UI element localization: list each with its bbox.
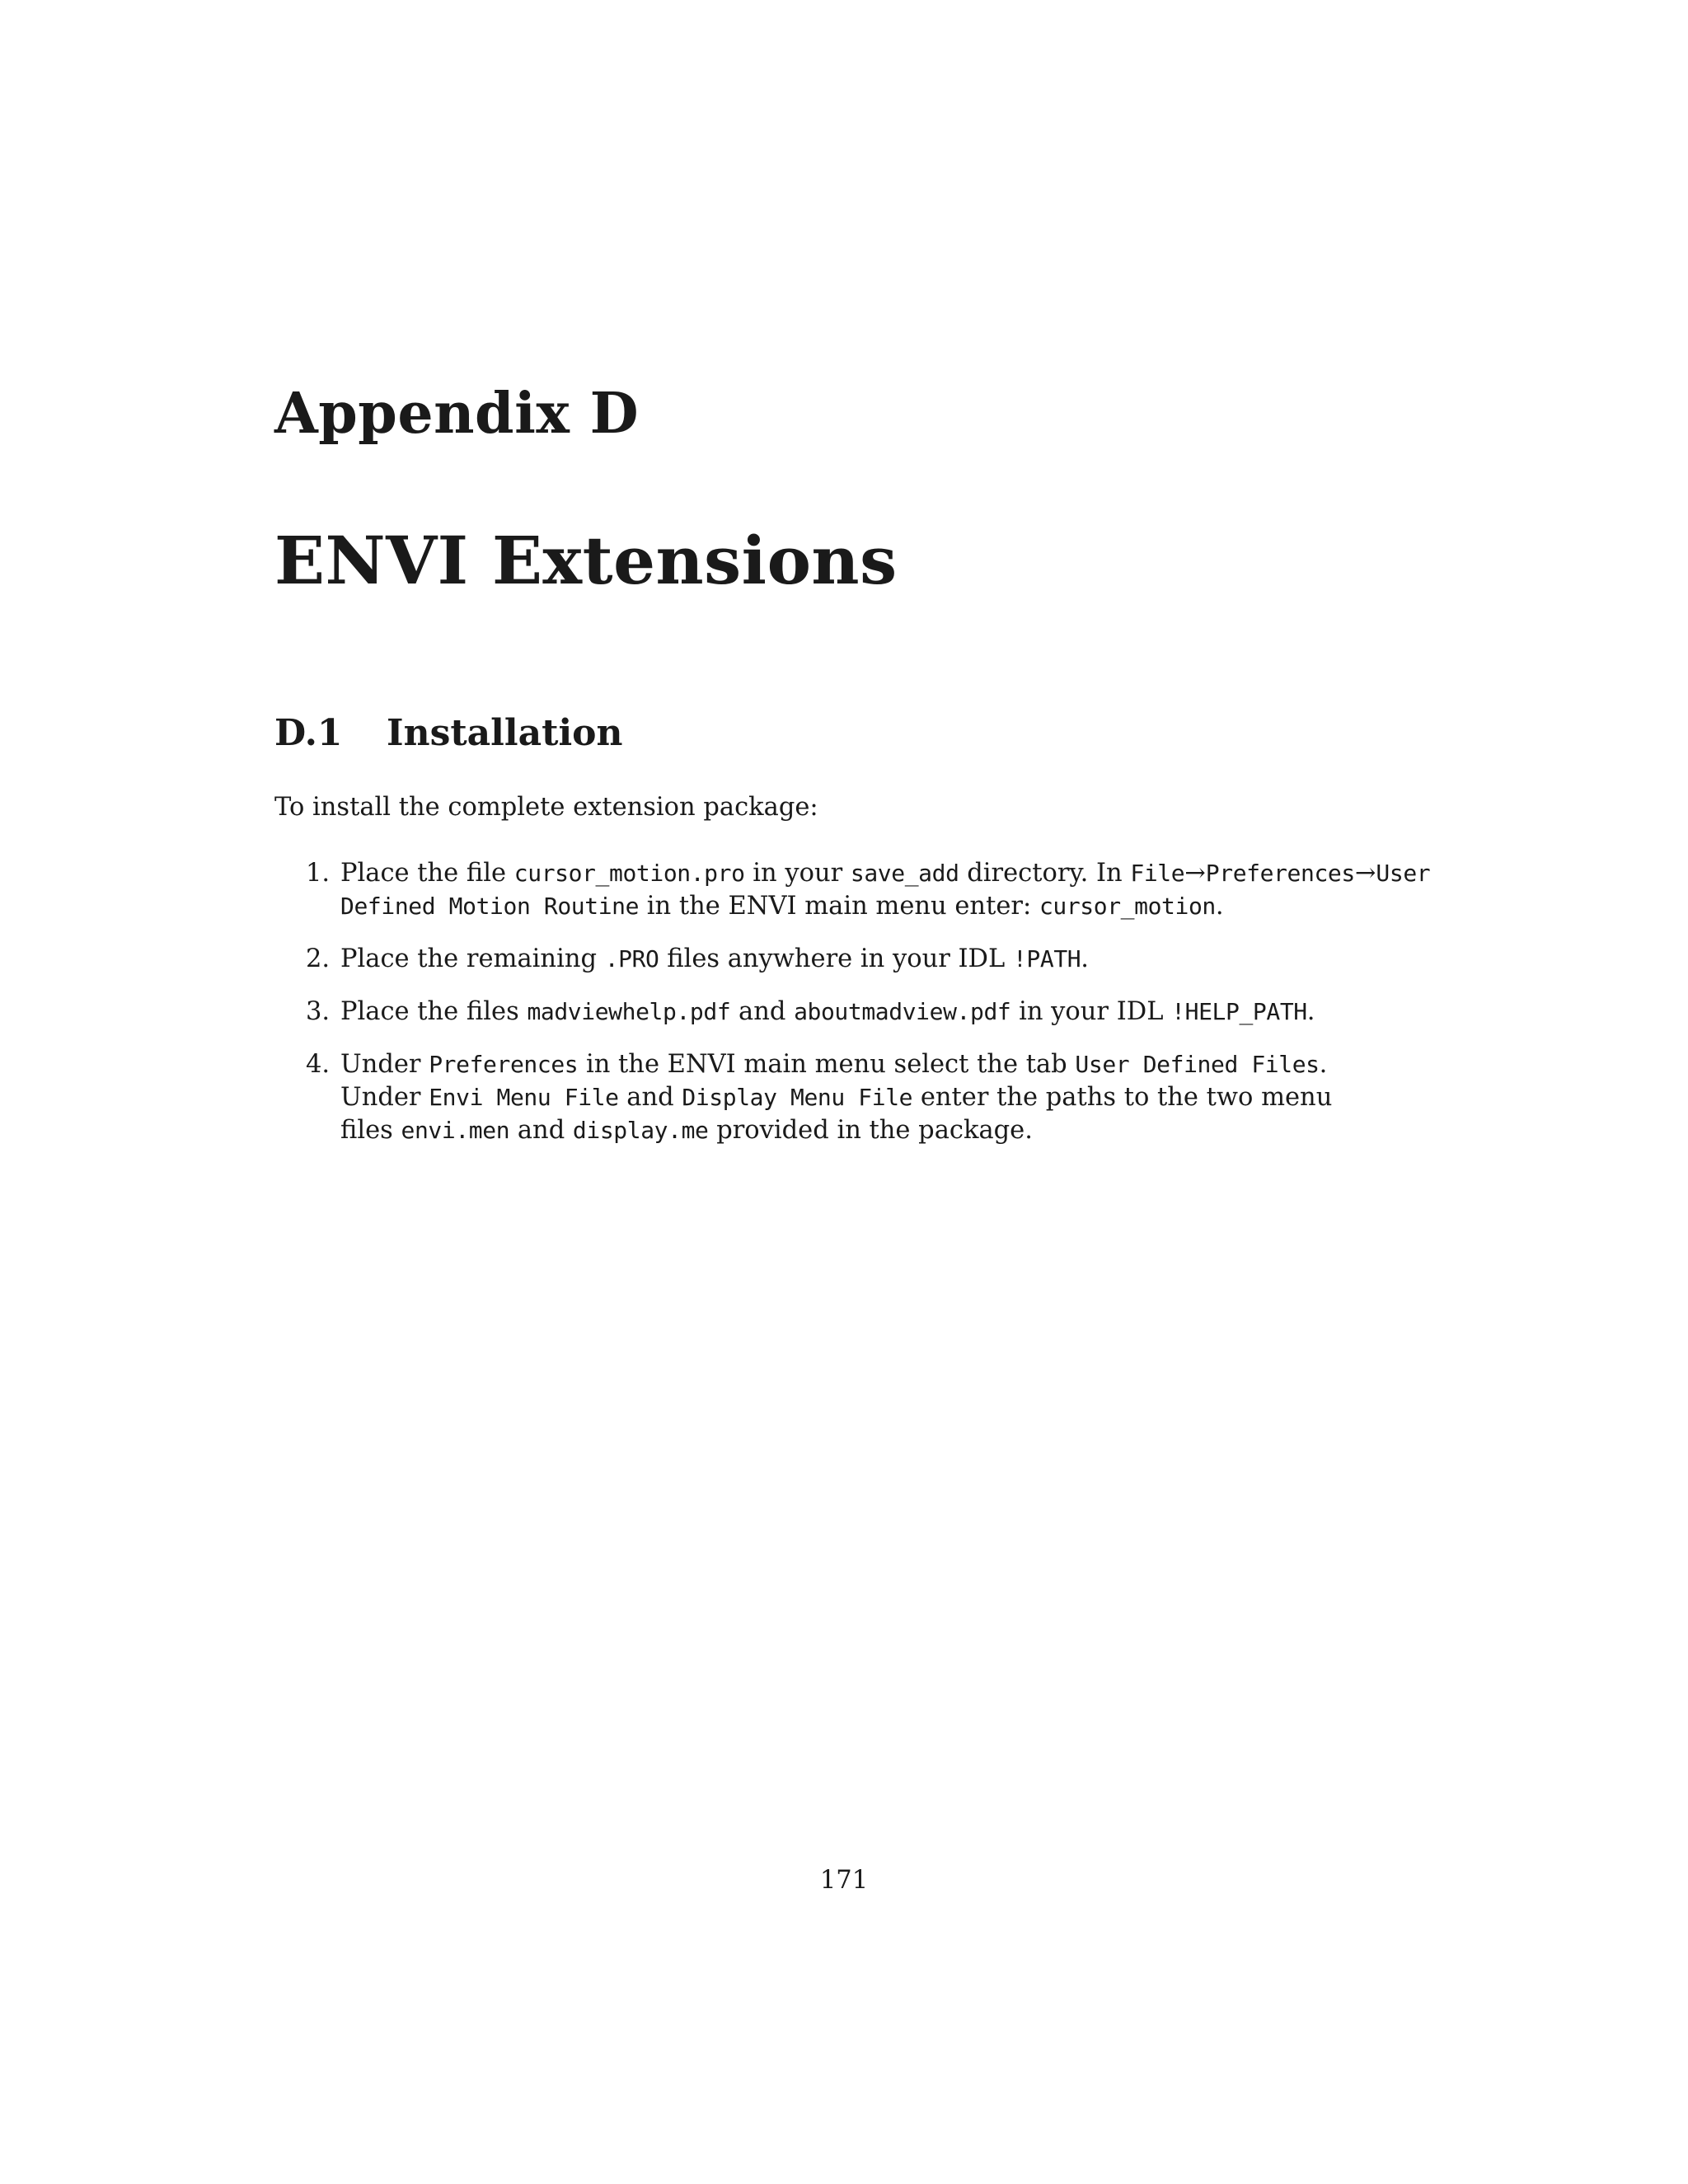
code-filename: aboutmadview.pdf xyxy=(794,998,1011,1025)
code-filename: display.me xyxy=(572,1117,709,1144)
step-line xyxy=(340,943,1437,976)
list-item xyxy=(274,1048,1437,1147)
section-number: D.1 xyxy=(274,712,343,754)
code-field-name: Envi Menu File xyxy=(429,1084,619,1111)
installation-steps-list xyxy=(274,857,1437,1167)
code-path-variable: !PATH xyxy=(1012,945,1081,972)
step-line xyxy=(340,996,1437,1029)
section-heading xyxy=(274,712,623,754)
step-text: Place the remaining xyxy=(340,944,605,973)
page-number: 171 xyxy=(819,1866,869,1895)
code-filename: cursor_motion.pro xyxy=(513,860,745,887)
step-line xyxy=(340,857,1437,890)
step-text: in the ENVI main menu select the tab xyxy=(578,1050,1076,1079)
step-text: Place the files xyxy=(340,997,528,1026)
step-text: . xyxy=(1081,944,1089,973)
arrow-right-icon: → xyxy=(1354,859,1376,888)
step-line xyxy=(340,1114,1437,1147)
step-text: in the ENVI main menu enter: xyxy=(639,892,1039,921)
code-routine-name: cursor_motion xyxy=(1039,893,1216,920)
code-filename: envi.men xyxy=(401,1117,510,1144)
step-line xyxy=(340,890,1437,923)
arrow-right-icon: → xyxy=(1184,859,1206,888)
step-text: . xyxy=(1319,1050,1328,1079)
code-menu-user: User xyxy=(1376,860,1431,887)
step-text: Under xyxy=(340,1050,429,1079)
step-text: Under xyxy=(340,1083,429,1112)
step-number: 1. xyxy=(306,859,331,888)
section-title: Installation xyxy=(387,712,623,754)
step-line xyxy=(340,1048,1437,1081)
code-menu-item: Preferences xyxy=(429,1051,579,1078)
intro-paragraph: To install the complete extension package: xyxy=(274,793,818,822)
step-number: 3. xyxy=(306,997,331,1026)
chapter-title: ENVI Extensions xyxy=(274,522,898,599)
step-text: . xyxy=(1306,997,1315,1026)
step-text: in your xyxy=(744,859,851,888)
step-text: Place the file xyxy=(340,859,514,888)
code-menu-preferences: Preferences xyxy=(1205,860,1355,887)
step-text: . xyxy=(1215,892,1224,921)
code-filename: madviewhelp.pdf xyxy=(527,998,731,1025)
list-item xyxy=(274,857,1437,923)
step-text: and xyxy=(509,1116,573,1145)
appendix-label: Appendix D xyxy=(274,381,640,447)
code-field-name: Display Menu File xyxy=(682,1084,913,1111)
step-text: files anywhere in your IDL xyxy=(659,944,1013,973)
step-text: enter the paths to the two menu xyxy=(912,1083,1333,1112)
code-extension: .PRO xyxy=(604,945,659,972)
step-number: 2. xyxy=(306,944,331,973)
step-text: provided in the package. xyxy=(708,1116,1033,1145)
code-directory: save_add xyxy=(850,860,959,887)
code-path-variable: !HELP_PATH xyxy=(1171,998,1307,1025)
code-menu-item: Defined Motion Routine xyxy=(340,893,640,920)
step-text: and xyxy=(730,997,795,1026)
step-text: files xyxy=(340,1116,401,1145)
step-text: in your IDL xyxy=(1010,997,1172,1026)
list-item xyxy=(274,996,1437,1029)
step-line xyxy=(340,1081,1437,1114)
step-number: 4. xyxy=(306,1050,331,1079)
code-menu-file: File xyxy=(1130,860,1185,887)
step-text: directory. In xyxy=(959,859,1131,888)
list-item xyxy=(274,943,1437,976)
code-tab-name: User Defined Files xyxy=(1075,1051,1320,1078)
step-text: and xyxy=(618,1083,682,1112)
